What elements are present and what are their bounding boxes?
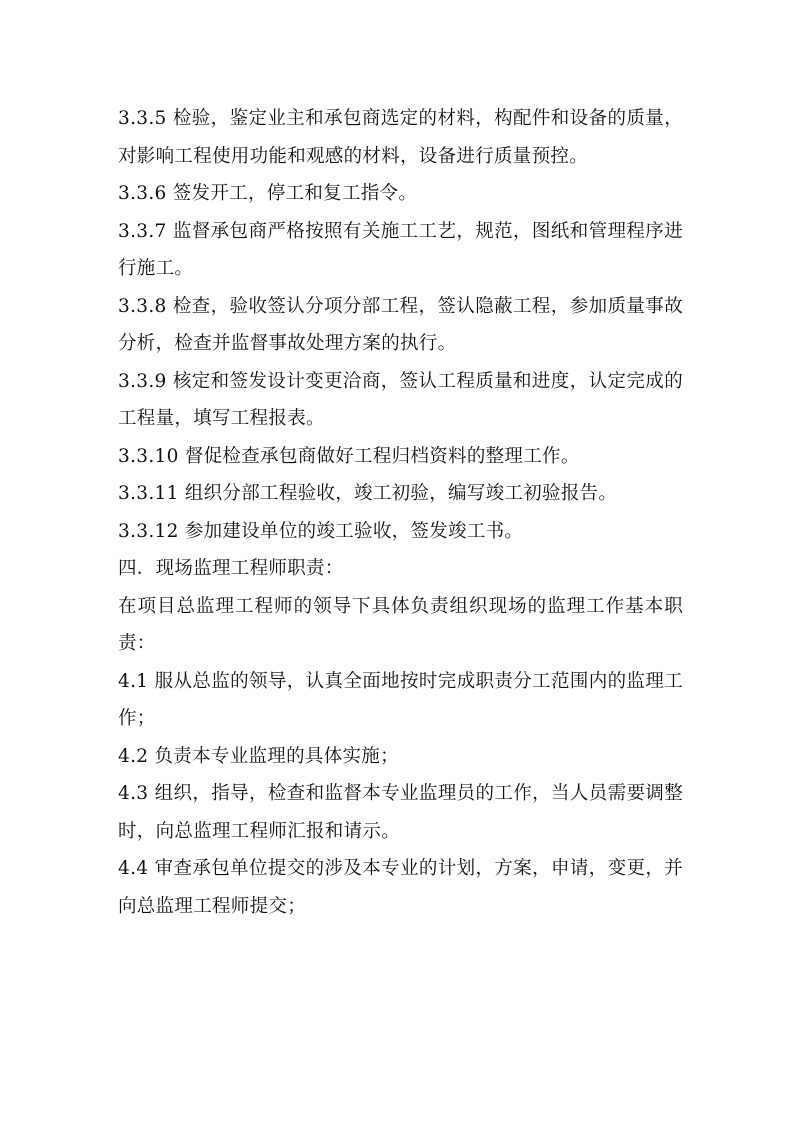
paragraph-3-3-11: 3.3.11 组织分部工程验收，竣工初验，编写竣工初验报告。 xyxy=(118,483,618,504)
paragraph-3-3-6: 3.3.6 签发开工，停工和复工指令。 xyxy=(118,183,418,204)
paragraph-3-3-5: 3.3.5 检验，鉴定业主和承包商选定的材料，构配件和设备的质量，对影响工程使用功能和观感的材料，设备进行质量预控。 xyxy=(118,108,683,167)
paragraph-4-2: 4.2 负责本专业监理的具体实施； xyxy=(118,745,399,767)
paragraph-3-3-10: 3.3.10 督促检查承包商做好工程归档资料的整理工作。 xyxy=(118,445,580,467)
paragraph-3-3-8: 3.3.8 检查，验收签认分项分部工程，签认隐蔽工程，参加质量事故分析，检查并监督事故处理方案的执行。 xyxy=(118,295,683,354)
paragraph-4-3: 4.3 组织，指导，检查和监督本专业监理员的工作，当人员需要调整时，向总监理工程师汇报和请示。 xyxy=(118,783,683,842)
paragraph-3-3-12: 3.3.12 参加建设单位的竣工验收，签发竣工书。 xyxy=(118,520,524,542)
document-body xyxy=(118,100,683,925)
paragraph-4-1: 4.1 服从总监的领导，认真全面地按时完成职责分工范围内的监理工作； xyxy=(118,670,683,729)
section-intro-paragraph: 在项目总监理工程师的领导下具体负责组织现场的监理工作基本职责： xyxy=(118,595,683,654)
paragraph-4-4: 4.4 审查承包单位提交的涉及本专业的计划，方案，申请，变更，并向总监理工程师提交； xyxy=(118,858,683,917)
paragraph-3-3-9: 3.3.9 核定和签发设计变更洽商，签认工程质量和进度，认定完成的工程量，填写工程报表。 xyxy=(118,370,683,429)
section-heading-4: 四．现场监理工程师职责： xyxy=(118,558,344,579)
paragraph-3-3-7: 3.3.7 监督承包商严格按照有关施工工艺，规范，图纸和管理程序进行施工。 xyxy=(118,220,683,279)
